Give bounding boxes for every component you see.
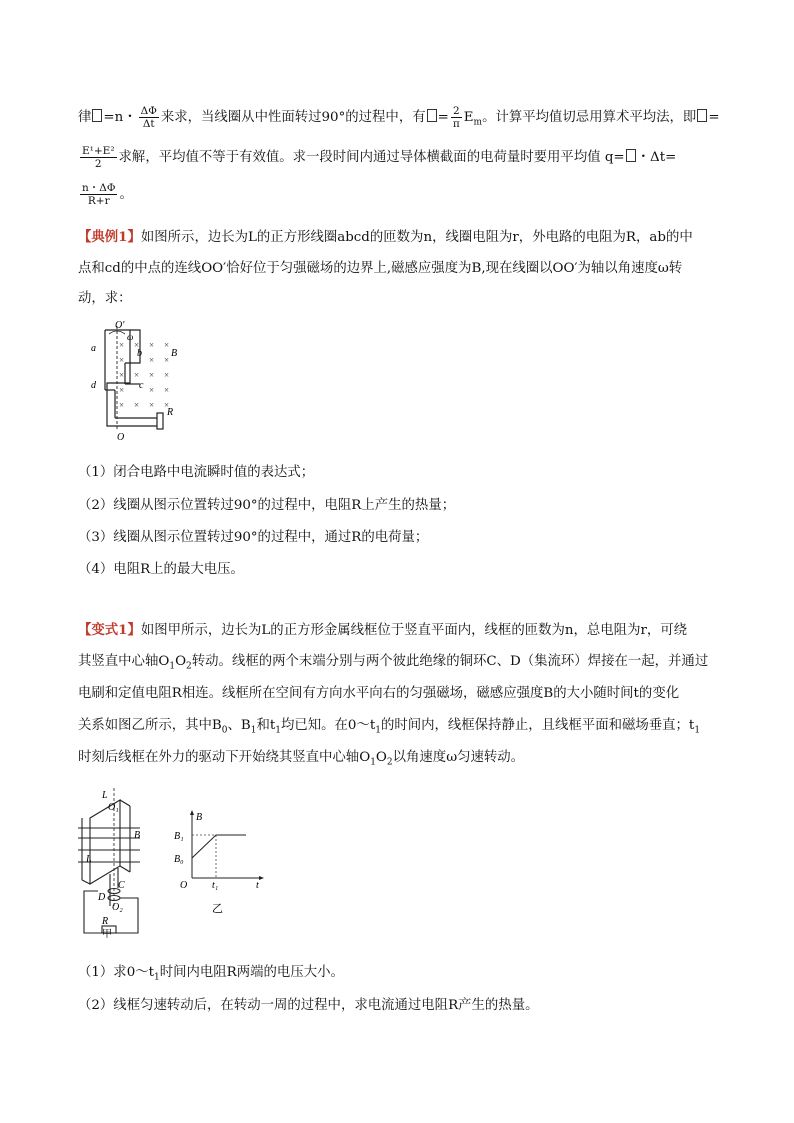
text: 以角速度ω匀速转动。 xyxy=(392,750,525,765)
fraction xyxy=(139,105,159,130)
subscript: 1 xyxy=(370,757,376,768)
variant1-line-5 xyxy=(78,748,754,773)
text: 其竖直中心轴O xyxy=(78,654,170,669)
label-B: B xyxy=(134,830,141,841)
text: 来求，当线圈从中性面转过90°的过程中，有 xyxy=(160,110,426,125)
missing-glyph-box xyxy=(697,109,707,122)
text: O xyxy=(375,750,387,765)
text: 动，求： xyxy=(78,291,132,306)
variant1-figure-yi xyxy=(170,808,270,918)
example-tag: 【典例1】 xyxy=(78,229,141,245)
label-R: R xyxy=(102,916,109,927)
example1-question-3 xyxy=(78,528,754,548)
variant1-question-1 xyxy=(78,963,754,988)
example1-line-2 xyxy=(78,259,754,279)
cross: × xyxy=(164,400,170,410)
text: 求解，平均值不等于有效值。求一段时间内通过导体横截面的电荷量时要用平均值 q= xyxy=(118,150,625,165)
subscript: 1 xyxy=(250,725,257,736)
label-a: a xyxy=(91,343,96,354)
label-C: C xyxy=(118,880,125,891)
fraction xyxy=(80,182,117,207)
text: 和t xyxy=(256,718,276,733)
variant1-line-2 xyxy=(78,652,754,677)
caption-jia: 甲 xyxy=(102,929,112,938)
cross: × xyxy=(119,400,125,410)
cross: × xyxy=(164,340,170,350)
text: 。计算平均值切忌用算术平均法，即 xyxy=(482,110,697,125)
variant1-line-3 xyxy=(78,684,754,704)
cross: × xyxy=(119,355,125,365)
label-L: L xyxy=(86,854,92,865)
cross: × xyxy=(149,400,155,410)
text: 电刷和定值电阻R相连。线框所在空间有方向水平向右的匀强磁场，磁感应强度B的大小随时间t的变化 xyxy=(78,686,680,701)
text: 的时间内，线框保持静止，且线框平面和磁场垂直；t xyxy=(380,718,695,733)
frame-edge xyxy=(120,866,130,872)
para-top-line-2 xyxy=(78,145,754,170)
label-t: t xyxy=(256,880,259,891)
fraction-numerator: ΔΦ xyxy=(140,105,157,117)
cross: × xyxy=(119,370,125,380)
text: =n・ xyxy=(103,110,137,125)
label-B0: B₀ xyxy=(174,854,184,865)
example1-line-1 xyxy=(78,227,754,248)
text: 时刻后线框在外力的驱动下开始绕其竖直中心轴O xyxy=(78,750,371,765)
subscript: 1 xyxy=(275,725,281,736)
variant1-question-2 xyxy=(78,996,754,1016)
subscript: 2 xyxy=(386,757,393,768)
label-b: b xyxy=(137,348,142,359)
text: O xyxy=(175,654,187,669)
cross: × xyxy=(119,340,125,350)
example1-question-1 xyxy=(78,463,754,483)
label-O2: O₂ xyxy=(112,902,123,913)
label-O-prime: O′ xyxy=(115,320,125,331)
text: 如图甲所示，边长为L的正方形金属线框位于竖直平面内，线框的匝数为n，总电阻为r，可绕 xyxy=(140,623,688,638)
para-top-line-1 xyxy=(78,105,754,133)
cross: × xyxy=(149,385,155,395)
label-O: O xyxy=(117,432,125,443)
cross: × xyxy=(164,385,170,395)
text: （1）求0～t xyxy=(78,965,154,980)
magnetic-field-crosses xyxy=(119,340,169,410)
cross: × xyxy=(134,370,140,380)
para-top-line-3 xyxy=(78,182,754,207)
fraction xyxy=(451,105,462,130)
text: 转动。线框的两个末端分别与两个彼此绝缘的铜环C、D（集流环）焊接在一起，并通过 xyxy=(191,654,709,669)
cross: × xyxy=(134,340,140,350)
cross: × xyxy=(149,340,155,350)
text: 如图所示，边长为L的正方形线圈abcd的匝数为n，线圈电阻为r，外电路的电阻为R，ab的中 xyxy=(140,230,693,245)
frame-edge xyxy=(120,800,130,806)
label-B: B xyxy=(171,348,178,359)
text: ・Δt= xyxy=(636,150,677,165)
caption-yi: 乙 xyxy=(212,903,223,915)
label-B: B xyxy=(196,812,203,823)
label-omega: ω xyxy=(127,332,134,342)
text: 时间内电阻R两端的电压大小。 xyxy=(159,965,344,980)
label-O: O xyxy=(180,880,188,891)
cross: × xyxy=(119,385,125,395)
missing-glyph-box xyxy=(92,109,102,122)
fraction xyxy=(80,145,117,170)
cross: × xyxy=(149,370,155,380)
fraction-numerator: E¹+E² xyxy=(82,145,115,157)
text: = xyxy=(708,110,720,125)
subscript: 2 xyxy=(186,661,192,672)
fraction-denominator: π xyxy=(452,118,460,130)
label-d: d xyxy=(91,380,96,391)
label-O1: O₁ xyxy=(108,802,119,813)
cross: × xyxy=(164,355,170,365)
text: E xyxy=(463,110,474,125)
text: 均已知。在0～t xyxy=(280,718,376,733)
subscript: 1 xyxy=(153,972,160,983)
fraction-denominator: Δt xyxy=(142,118,155,130)
resistor-R xyxy=(157,413,163,429)
example1-question-4 xyxy=(78,560,754,580)
B-t-curve xyxy=(192,835,246,858)
missing-glyph-box xyxy=(427,109,437,122)
label-R: R xyxy=(167,407,174,418)
label-L: L xyxy=(102,790,108,801)
text: 点和cd的中点的连线OO′恰好位于匀强磁场的边界上,磁感应强度为B,现在线圈以OO′为轴以角速度ω转 xyxy=(78,261,683,276)
subscript: 1 xyxy=(169,661,176,672)
variant1-figure-jia xyxy=(78,788,168,938)
example1-figure xyxy=(85,318,195,443)
cross: × xyxy=(164,370,170,380)
text: （1）闭合电路中电流瞬时值的表达式； xyxy=(78,465,315,480)
text: 关系如图乙所示，其中B xyxy=(78,718,222,733)
text: （3）线圈从图示位置转过90°的过程中，通过R的电荷量； xyxy=(78,530,429,545)
fraction-numerator: n・ΔΦ xyxy=(82,182,116,194)
variant-tag: 【变式1】 xyxy=(78,622,141,638)
external-circuit xyxy=(84,891,138,933)
text: = xyxy=(437,110,449,125)
cross: × xyxy=(134,400,140,410)
subscript: m xyxy=(473,117,483,128)
label-c: c xyxy=(139,380,144,391)
text: 。 xyxy=(119,187,133,202)
frame-edge xyxy=(82,880,90,884)
fraction-numerator: 2 xyxy=(451,105,462,118)
text: （2）线框匀速转动后，在转动一周的过程中，求电流通过电阻R产生的热量。 xyxy=(78,998,539,1013)
text: （4）电阻R上的最大电压。 xyxy=(78,562,244,577)
label-D: D xyxy=(98,892,106,903)
missing-glyph-box xyxy=(626,149,636,162)
cross: × xyxy=(149,355,155,365)
fraction-denominator: R+r xyxy=(87,195,110,207)
text: （2）线圈从图示位置转过90°的过程中，电阻R上产生的热量； xyxy=(78,498,456,513)
label-B1: B₁ xyxy=(174,831,184,842)
example1-line-3 xyxy=(78,289,754,309)
subscript: 0 xyxy=(221,725,228,736)
text: 、B xyxy=(227,718,251,733)
subscript: 1 xyxy=(694,725,701,736)
label-t1: t₁ xyxy=(212,880,219,891)
fraction-denominator: 2 xyxy=(94,158,102,170)
text: 律 xyxy=(78,110,92,125)
example1-question-2 xyxy=(78,496,754,516)
variant1-line-1 xyxy=(78,620,754,641)
variant1-line-4 xyxy=(78,716,754,741)
subscript: 1 xyxy=(375,725,381,736)
